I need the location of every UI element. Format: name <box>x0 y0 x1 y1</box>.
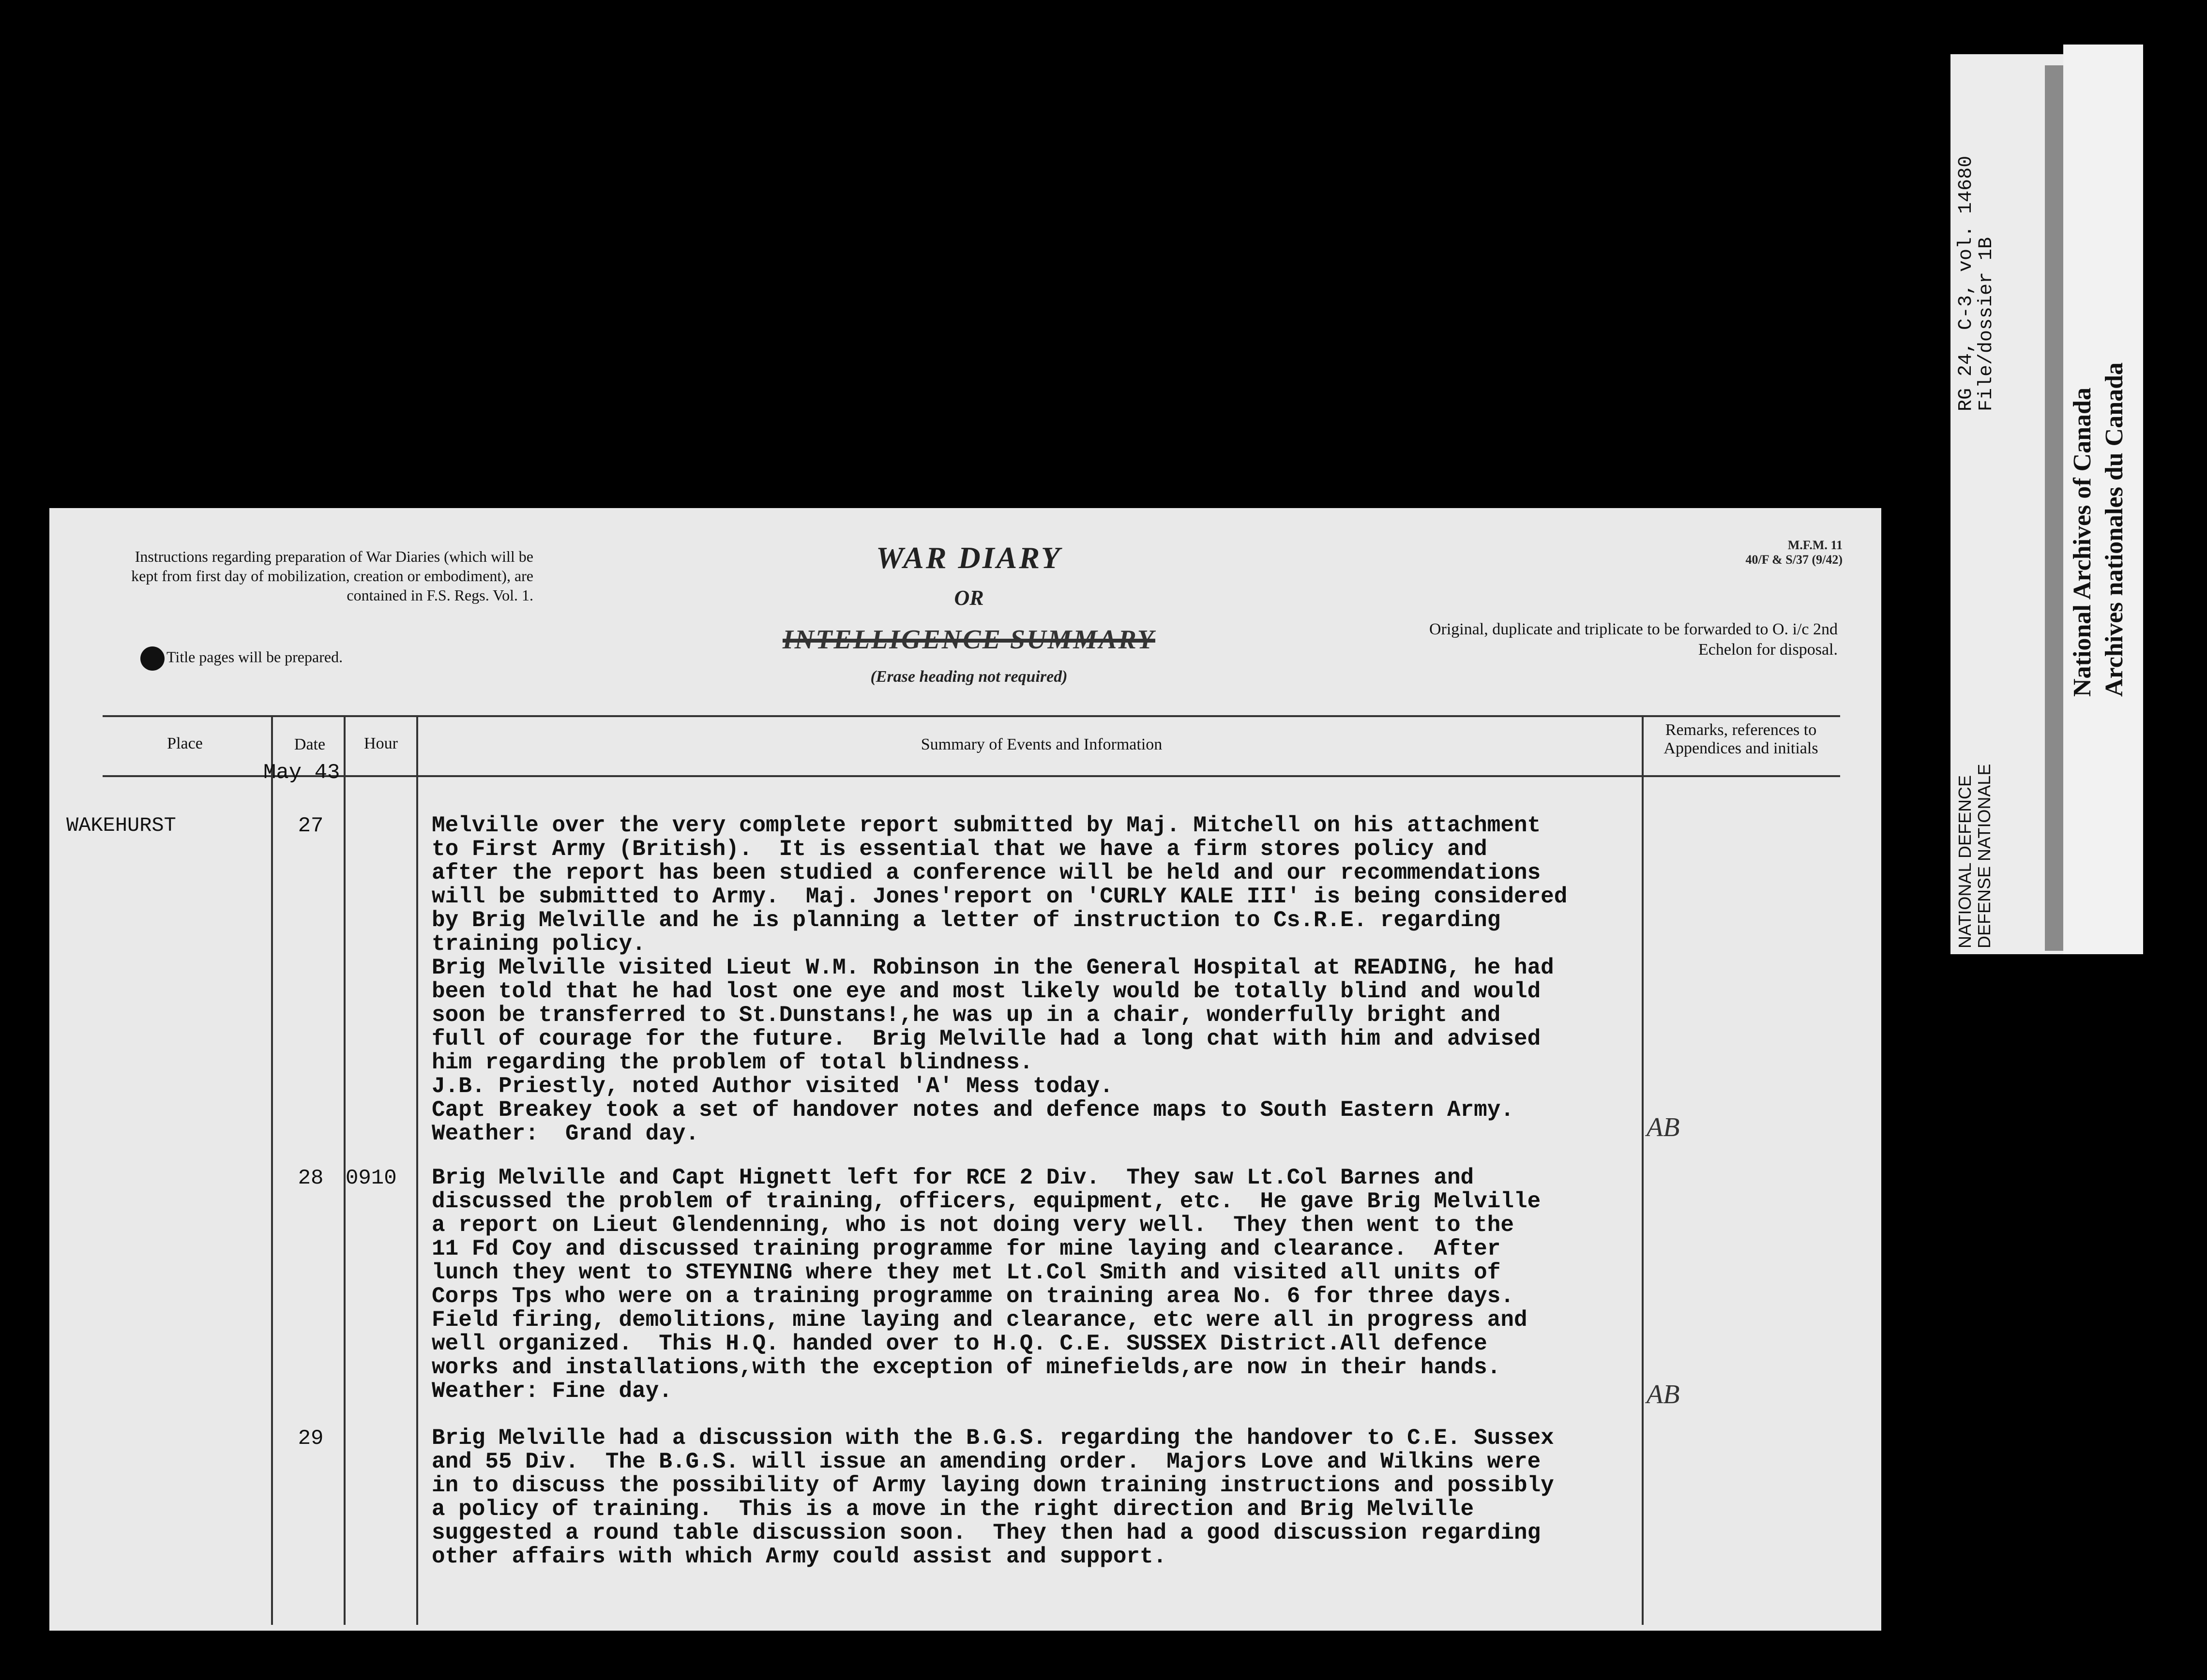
entry-text: Melville over the very complete report submitted by Maj. Mitchell on his attachment to First Army (British). It is essential that we have a firm stores policy and after the report has been studied a conference will be held and our recommendations will be submitted to Army. Maj. Jones'report on 'CURLY KALE III' is being considered by Brig Melville and he is planning a letter of instruction to Cs.R.E. regarding training policy. Brig Melville visited Lieut W.M. Robinson in the General Hospital at READING, he had been told that he had lost one eye and most likely would be totally blind and would soon be transferred to St.Dunstans!,he was up in a chair, wonderfully bright and full of courage for the future. Brig Melville had a long chat with him and advised him regarding the problem of total blindness. J.B. Priestly, noted Author visited 'A' Mess today. Capt Breakey took a set of handover notes and defence maps to South Eastern Army. Weather: Grand day. <box>432 813 1568 1146</box>
table-top-rule <box>103 715 1840 717</box>
strip-divider <box>2045 65 2063 951</box>
struck-heading: INTELLIGENCE SUMMARY <box>782 625 1155 655</box>
page-title: WAR DIARY <box>876 540 1062 575</box>
place-entry: WAKEHURST <box>66 814 176 837</box>
col-hour: Hour <box>364 735 398 752</box>
entry-initials: AB <box>1647 1380 1680 1410</box>
disposal-note: Original, duplicate and triplicate to be forwarded to O. i/c 2nd Echelon for disposal. <box>1429 620 1838 659</box>
national-defence-label: NATIONAL DEFENCE DEFENSE NATIONALE <box>1955 764 1994 948</box>
hour-summary-rule <box>416 715 418 1625</box>
instructions-note: Instructions regarding preparation of War Diaries (which will be kept from first day of mobilization, creation or embodiment), are contained in F.S. Regs. Vol. 1. <box>131 548 533 604</box>
form-reference: M.F.M. 11 40/F & S/37 (9/42) <box>1745 538 1843 567</box>
place-date-rule <box>271 715 273 1625</box>
archives-canada-label: National Archives of Canada Archives nationales du Canada <box>2069 362 2128 697</box>
erase-note: (Erase heading not required) <box>870 668 1068 686</box>
col-date: Date <box>294 735 326 753</box>
entry-hour: 0910 <box>346 1166 397 1190</box>
entry-text: Brig Melville and Capt Hignett left for RCE 2 Div. They saw Lt.Col Barnes and discussed the problem of training, officers, equipment, etc. He gave Brig Melville a report on Lieut Glendenning, who is not doing very well. They then went to the 11 Fd Coy and discussed training programme for mine laying and clearance. After lunch they went to STEYNING where they met Lt.Col Smith and visited all units of Corps Tps who were on a training programme on training area No. 6 for three days. Field firing, demolitions, mine laying and clearance, etc were all in progress and well organized. This H.Q. handed over to H.Q. C.E. SUSSEX District.All defence works and installations,with the exception of minefields,are now in their hands. Weather: Fine day. <box>432 1165 1541 1404</box>
title-or: OR <box>954 586 984 610</box>
month-year: May 43 <box>263 761 340 785</box>
col-place: Place <box>167 735 203 752</box>
entry-date: 29 <box>298 1426 324 1451</box>
entry-text: Brig Melville had a discussion with the B.G.S. regarding the handover to C.E. Sussex and 55 Div. The B.G.S. will issue an amending order. Majors Love and Wilkins were in to discuss the possibility of Army laying down training instructions and possibly a policy of training. This is a move in the right direction and Brig Melville suggested a round table discussion soon. They then had a good discussion regarding other affairs with which Army could assist and support. <box>432 1425 1554 1569</box>
entry-date: 28 <box>298 1166 324 1190</box>
col-remarks: Remarks, references to Appendices and initials <box>1663 721 1818 757</box>
archive-reference: RG 24, C-3, vol. 14680 File/dossier 1B <box>1955 155 1997 411</box>
col-summary: Summary of Events and Information <box>921 735 1163 753</box>
entry-initials: AB <box>1647 1112 1680 1142</box>
entry-date: 27 <box>298 814 324 838</box>
war-diary-page <box>49 508 1881 1631</box>
ink-blot-icon <box>140 646 165 671</box>
title-pages-note: Title pages will be prepared. <box>140 646 343 671</box>
header-bottom-rule <box>103 775 1840 777</box>
